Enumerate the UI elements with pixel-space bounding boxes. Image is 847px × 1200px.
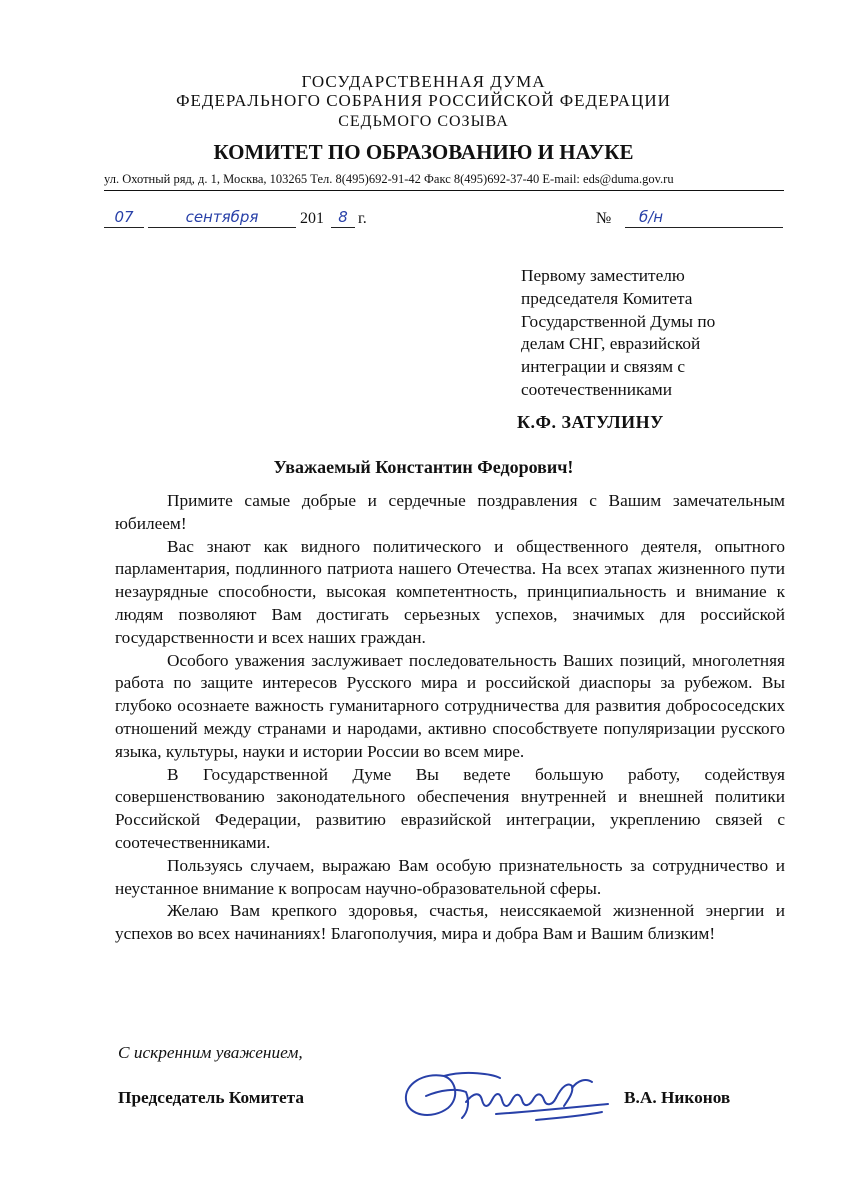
contact-details: ул. Охотный ряд, д. 1, Москва, 103265 Тел. 8(495)692-91-42 Факс 8(495)692-37-40 E-mail: eds@duma.gov.ru	[104, 172, 674, 186]
date-day-field	[104, 208, 144, 228]
addressee-line: Первому заместителю	[521, 266, 685, 285]
letter-body	[115, 490, 785, 946]
addressee-line: Государственной Думы по	[521, 311, 716, 331]
handwritten-signature	[396, 1062, 611, 1128]
date-month: сентября	[185, 208, 259, 226]
addressee-line: председателя Комитета	[521, 288, 693, 308]
number-label: №	[596, 210, 612, 227]
body-paragraph: Пользуясь случаем, выражаю Вам особую признательность за сотрудничество и неустанное внимание к вопросам научно-образовательной сферы.	[115, 855, 785, 898]
body-paragraph: Желаю Вам крепкого здоровья, счастья, неиссякаемой жизненной энергии и успехов во всех начинаниях! Благополучия, мира и добра Вам и Вашим близким!	[115, 901, 785, 944]
date-year-suffix: г.	[358, 210, 367, 227]
document-number-field	[625, 208, 783, 228]
committee-title: КОМИТЕТ ПО ОБРАЗОВАНИЮ И НАУКЕ	[213, 140, 634, 164]
dateline	[104, 208, 784, 234]
addressee-name: К.Ф. ЗАТУЛИНУ	[517, 412, 664, 432]
letterhead-convocation: СЕДЬМОГО СОЗЫВА	[338, 113, 509, 130]
signatory-name: В.А. Никонов	[624, 1088, 731, 1107]
date-year-digit: 8	[338, 208, 348, 226]
body-paragraph: В Государственной Думе Вы ведете большую работу, содействуя совершенствованию законодательного обеспечения внутренней и внешней политики Российской Федерации, развитию евразийской интеграции, укреплению связей с соотечественниками.	[115, 764, 785, 852]
date-month-field	[148, 208, 296, 228]
body-paragraph: Особого уважения заслуживает последовательность Ваших позиций, многолетняя работа по защите интересов Русского мира и российской диаспоры за рубежом. Вы глубоко осознаете важность гуманитарного сотрудничества для развития добрососедских отношений между странами и народами, активно способствуете популяризации русского языка, культуры, науки и истории России во всем мире.	[115, 650, 785, 761]
closing-phrase: С искренним уважением,	[118, 1043, 303, 1062]
date-day: 07	[114, 208, 134, 226]
addressee-line: соотечественниками	[521, 379, 672, 399]
addressee-line: интеграции и связям с	[521, 357, 686, 377]
addressee-block	[521, 265, 771, 402]
header-divider	[104, 190, 784, 191]
document-number: б/н	[639, 208, 664, 226]
date-year-prefix: 201	[300, 210, 324, 227]
body-paragraph: Примите самые добрые и сердечные поздравления с Вашим замечательным юбилеем!	[115, 491, 785, 533]
salutation: Уважаемый Константин Федорович!	[273, 457, 574, 477]
letterhead-federal-assembly: ФЕДЕРАЛЬНОГО СОБРАНИЯ РОССИЙСКОЙ ФЕДЕРАЦИИ	[176, 91, 671, 110]
signatory-title: Председатель Комитета	[118, 1088, 305, 1107]
letterhead-duma: ГОСУДАРСТВЕННАЯ ДУМА	[301, 72, 546, 91]
date-year-field	[331, 208, 355, 228]
body-paragraph: Вас знают как видного политического и общественного деятеля, опытного парламентария, подлинного патриота нашего Отечества. На всех этапах жизненного пути незаурядные способности, высокая компетентность, принципиальность и внимание к людям позволяют Вам достигать серьезных успехов, значимых для российской государственности и всех наших граждан.	[115, 536, 785, 647]
addressee-line: делам СНГ, евразийской	[521, 334, 701, 354]
